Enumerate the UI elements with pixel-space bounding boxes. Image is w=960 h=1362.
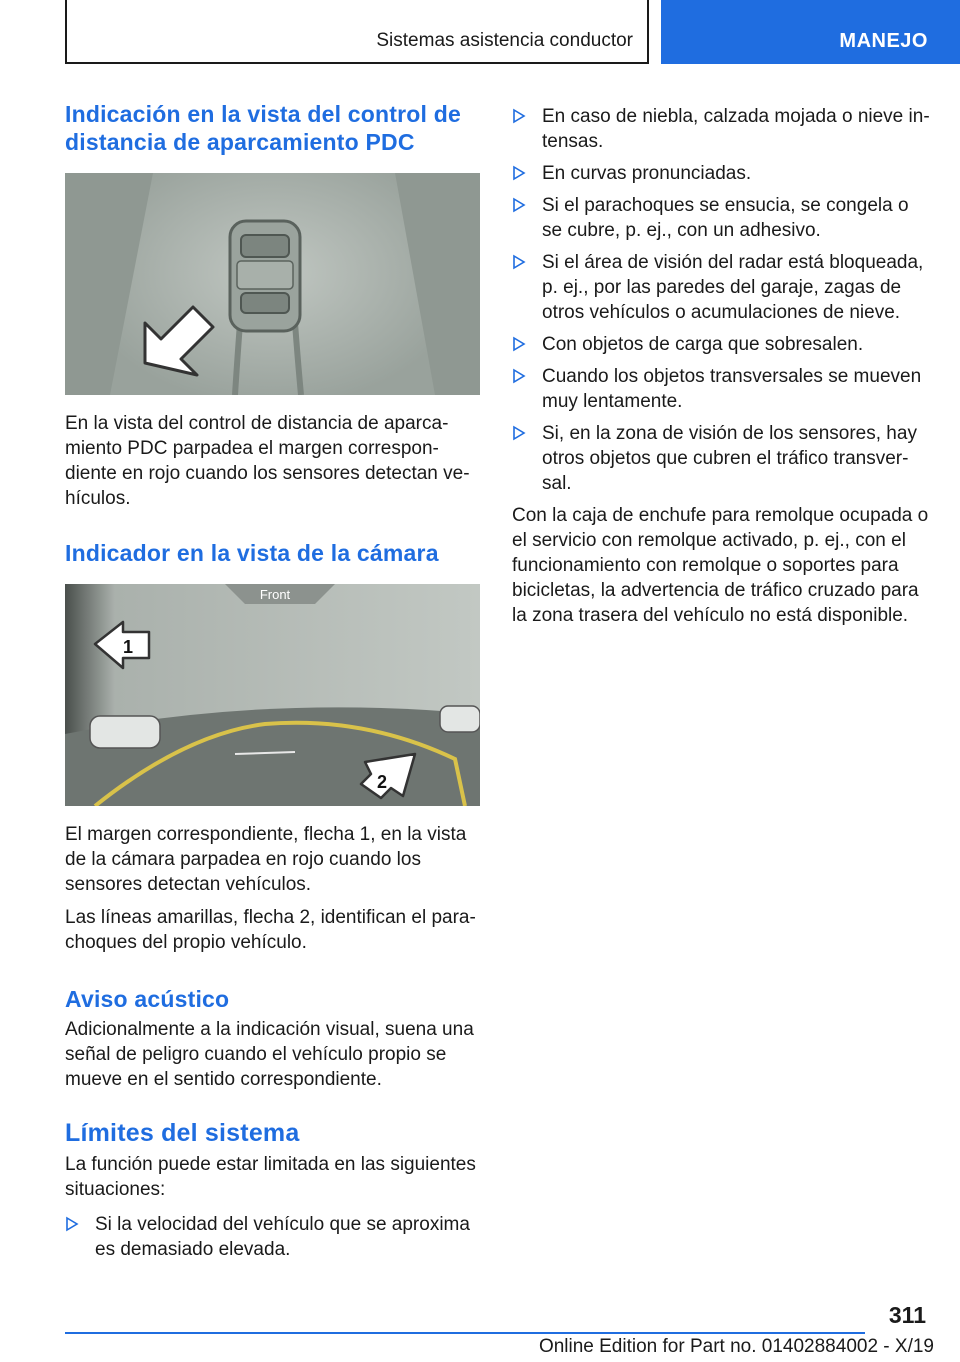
bullet-triangle-icon — [512, 196, 526, 214]
camera-view-description: El margen correspondiente, flecha 1, en la vista de la cámara parpadea en rojo cuando los sensores detectan vehículos. — [65, 824, 467, 895]
callout-number-2: 2 — [377, 772, 388, 792]
pdc-view-description: En la vista del control de distancia de aparcamiento PDC parpadea el margen correspondiente en rojo cuando los sensores detectan vehículos. — [65, 413, 470, 509]
callout-number-1: 1 — [123, 637, 134, 657]
camera-view-illustration — [65, 584, 480, 806]
bullet-triangle-icon — [65, 1215, 79, 1233]
header-chapter-tab[interactable] — [661, 0, 960, 64]
header-section-title: Sistemas asistencia conductor — [376, 30, 633, 51]
list-item: Si el área de visión del radar está bloqueada, p. ej., por las paredes del garaje, zagas de otros vehículos o acumulaciones de nieve. — [512, 250, 930, 325]
system-limits-list-left — [65, 1212, 481, 1262]
left-column — [65, 100, 481, 1269]
header-section-box — [65, 0, 649, 64]
heading-pdc-view: Indicación en la vista del control de distancia de aparcamiento PDC — [65, 101, 461, 155]
bullet-triangle-icon — [512, 367, 526, 385]
heading-acoustic-warning: Aviso acústico — [65, 986, 230, 1012]
bullet-triangle-icon — [512, 107, 526, 125]
list-item: Cuando los objetos transversales se mueven muy lentamente. — [512, 364, 930, 414]
page-number: 311 — [888, 1302, 926, 1328]
yellow-lines-description: Las líneas amarillas, flecha 2, identifican el parachoques del propio vehículo. — [65, 907, 476, 953]
system-limits-list-right — [512, 104, 930, 496]
trailer-note: Con la caja de enchufe para remolque ocupada o el servicio con remolque activado, p. ej., con el funcionamiento con remolque o soportes para bicicletas, la advertencia de tráfico cruzado para la zona trasera del vehículo no está disponible. — [512, 505, 929, 626]
right-column — [512, 104, 930, 628]
header-chapter-label: MANEJO — [839, 30, 928, 52]
bullet-triangle-icon — [512, 253, 526, 271]
list-item: En caso de niebla, calzada mojada o nieve intensas. — [512, 104, 930, 154]
heading-camera-view: Indicador en la vista de la cámara — [65, 540, 439, 566]
camera-front-label: Front — [259, 587, 291, 602]
pdc-view-illustration — [65, 173, 480, 395]
bullet-triangle-icon — [512, 335, 526, 353]
list-item: Si el parachoques se ensucia, se congela o se cubre, p. ej., con un adhesivo. — [512, 193, 930, 243]
system-limits-intro: La función puede estar limitada en las siguientes situaciones: — [65, 1154, 476, 1200]
bullet-triangle-icon — [512, 164, 526, 182]
footer-divider — [65, 1332, 865, 1334]
list-item: Si, en la zona de visión de los sensores, hay otros objetos que cubren el tráfico transversal. — [512, 421, 930, 496]
list-item: Con objetos de carga que sobresalen. — [512, 332, 930, 357]
footer-edition: Online Edition for Part no. 01402884002 - X/19 — [538, 1336, 934, 1357]
acoustic-warning-description: Adicionalmente a la indicación visual, suena una señal de peligro cuando el vehículo propio se mueve en el sentido correspondiente. — [65, 1019, 474, 1090]
bullet-triangle-icon — [512, 424, 526, 442]
list-item: En curvas pronunciadas. — [512, 161, 930, 186]
heading-system-limits: Límites del sistema — [65, 1119, 300, 1147]
list-item: Si la velocidad del vehículo que se aproxima es demasiado elevada. — [65, 1212, 481, 1262]
